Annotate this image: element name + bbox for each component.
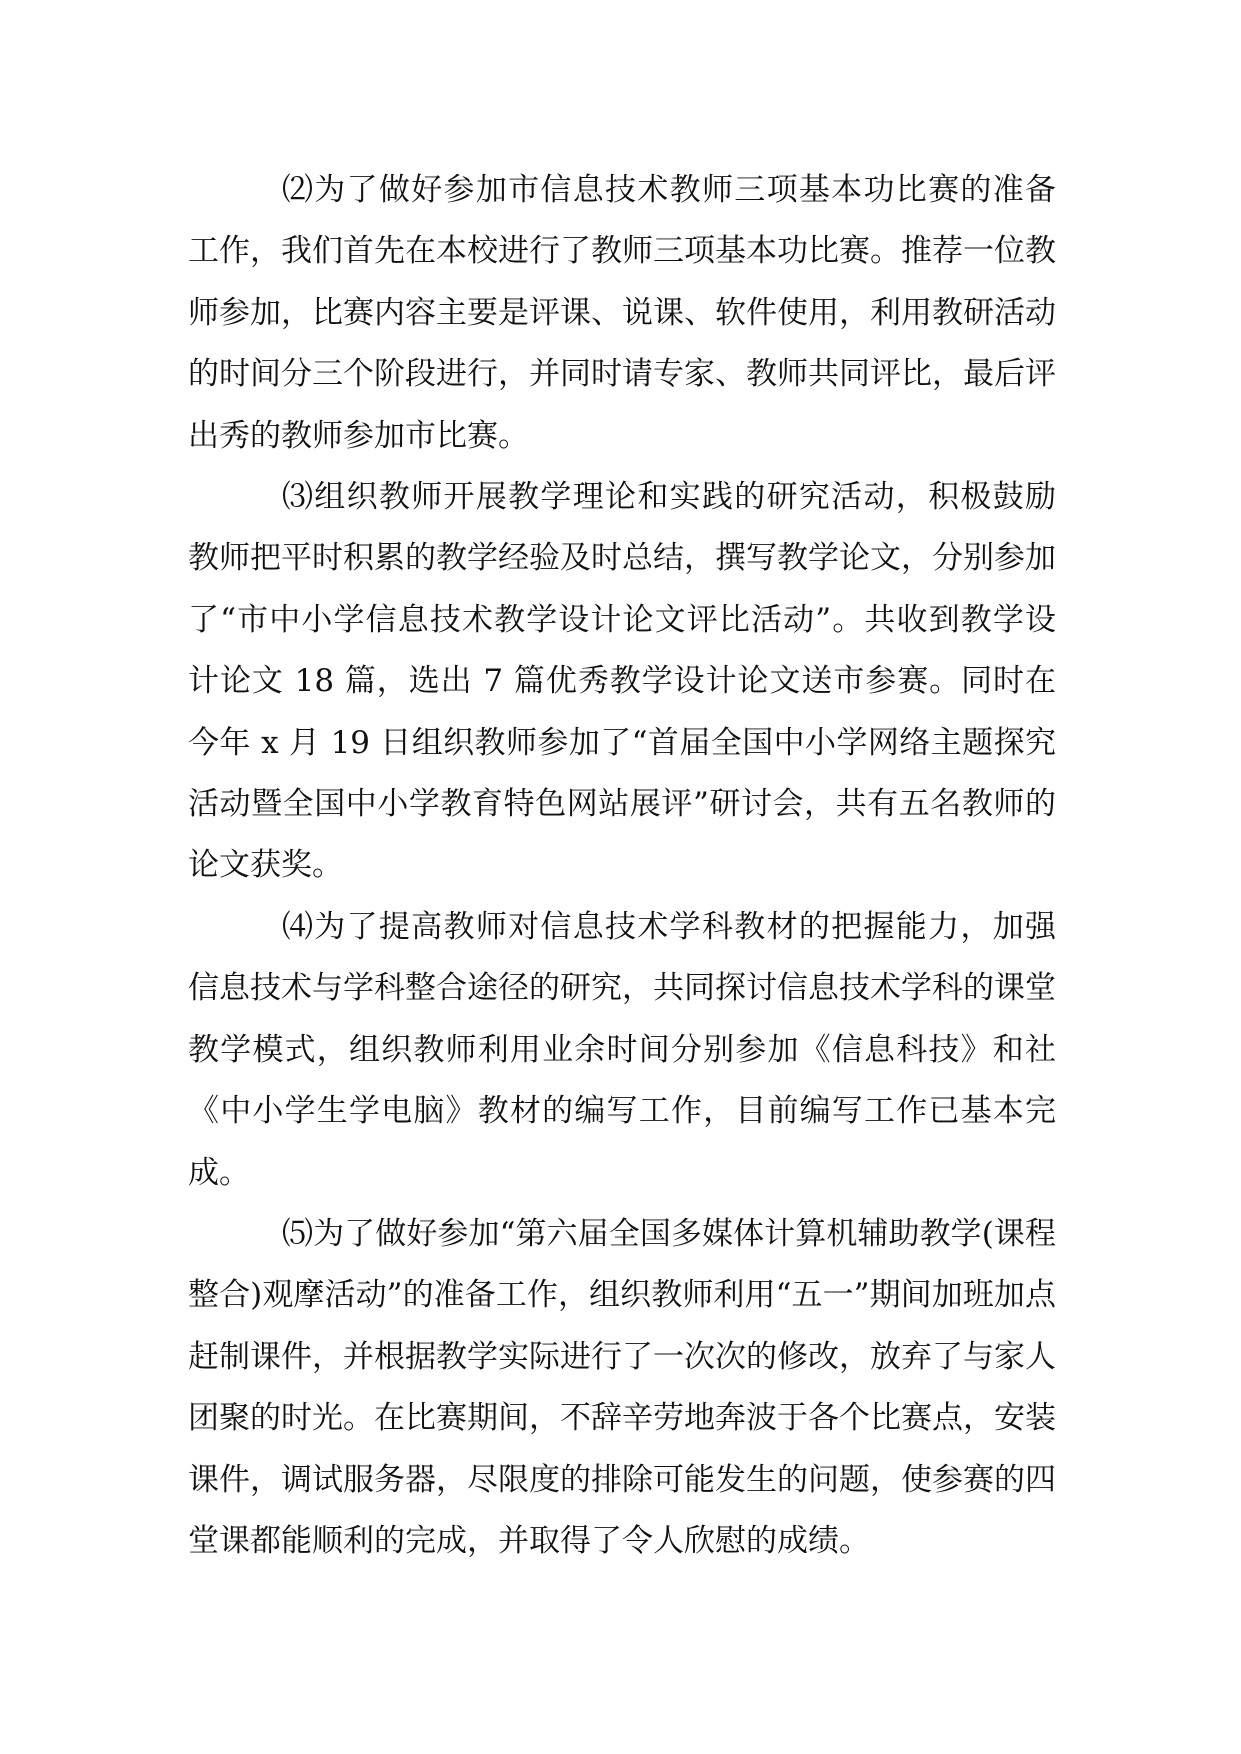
paragraph-2: ⑵为了做好参加市信息技术教师三项基本功比赛的准备工作，我们首先在本校进行了教师三项基本功比赛。推荐一位教师参加，比赛内容主要是评课、说课、软件使用，利用教研活动的时间分三个阶段进行，并同时请专家、教师共同评比，最后评出秀的教师参加市比赛。: [188, 172, 1056, 454]
document-body: [188, 160, 1056, 1572]
paragraph-5: ⑸为了做好参加“第六届全国多媒体计算机辅助教学(课程整合)观摩活动”的准备工作，组织教师利用“五一”期间加班加点赶制课件，并根据教学实际进行了一次次的修改，放弃了与家人团聚的时光。在比赛期间，不辞辛劳地奔波于各个比赛点，安装课件，调试服务器，尽限度的排除可能发生的问题，使参赛的四堂课都能顺利的完成，并取得了令人欣慰的成绩。: [188, 1215, 1056, 1559]
paragraph-3: ⑶组织教师开展教学理论和实践的研究活动，积极鼓励教师把平时积累的教学经验及时总结，撰写教学论文，分别参加了“市中小学信息技术教学设计论文评比活动”。共收到教学设计论文 18 篇，选出 7 篇优秀教学设计论文送市参赛。同时在今年 x 月 19 日组织教师参加了“首届全国中小学网络主题探究活动暨全国中小学教育特色网站展评”研讨会，共有五名教师的论文获奖。: [188, 479, 1056, 884]
paragraph-4: ⑷为了提高教师对信息技术学科教材的把握能力，加强信息技术与学科整合途径的研究，共同探讨信息技术学科的课堂教学模式，组织教师利用业余时间分别参加《信息科技》和社《中小学生学电脑》教材的编写工作，目前编写工作已基本完成。: [188, 908, 1056, 1191]
